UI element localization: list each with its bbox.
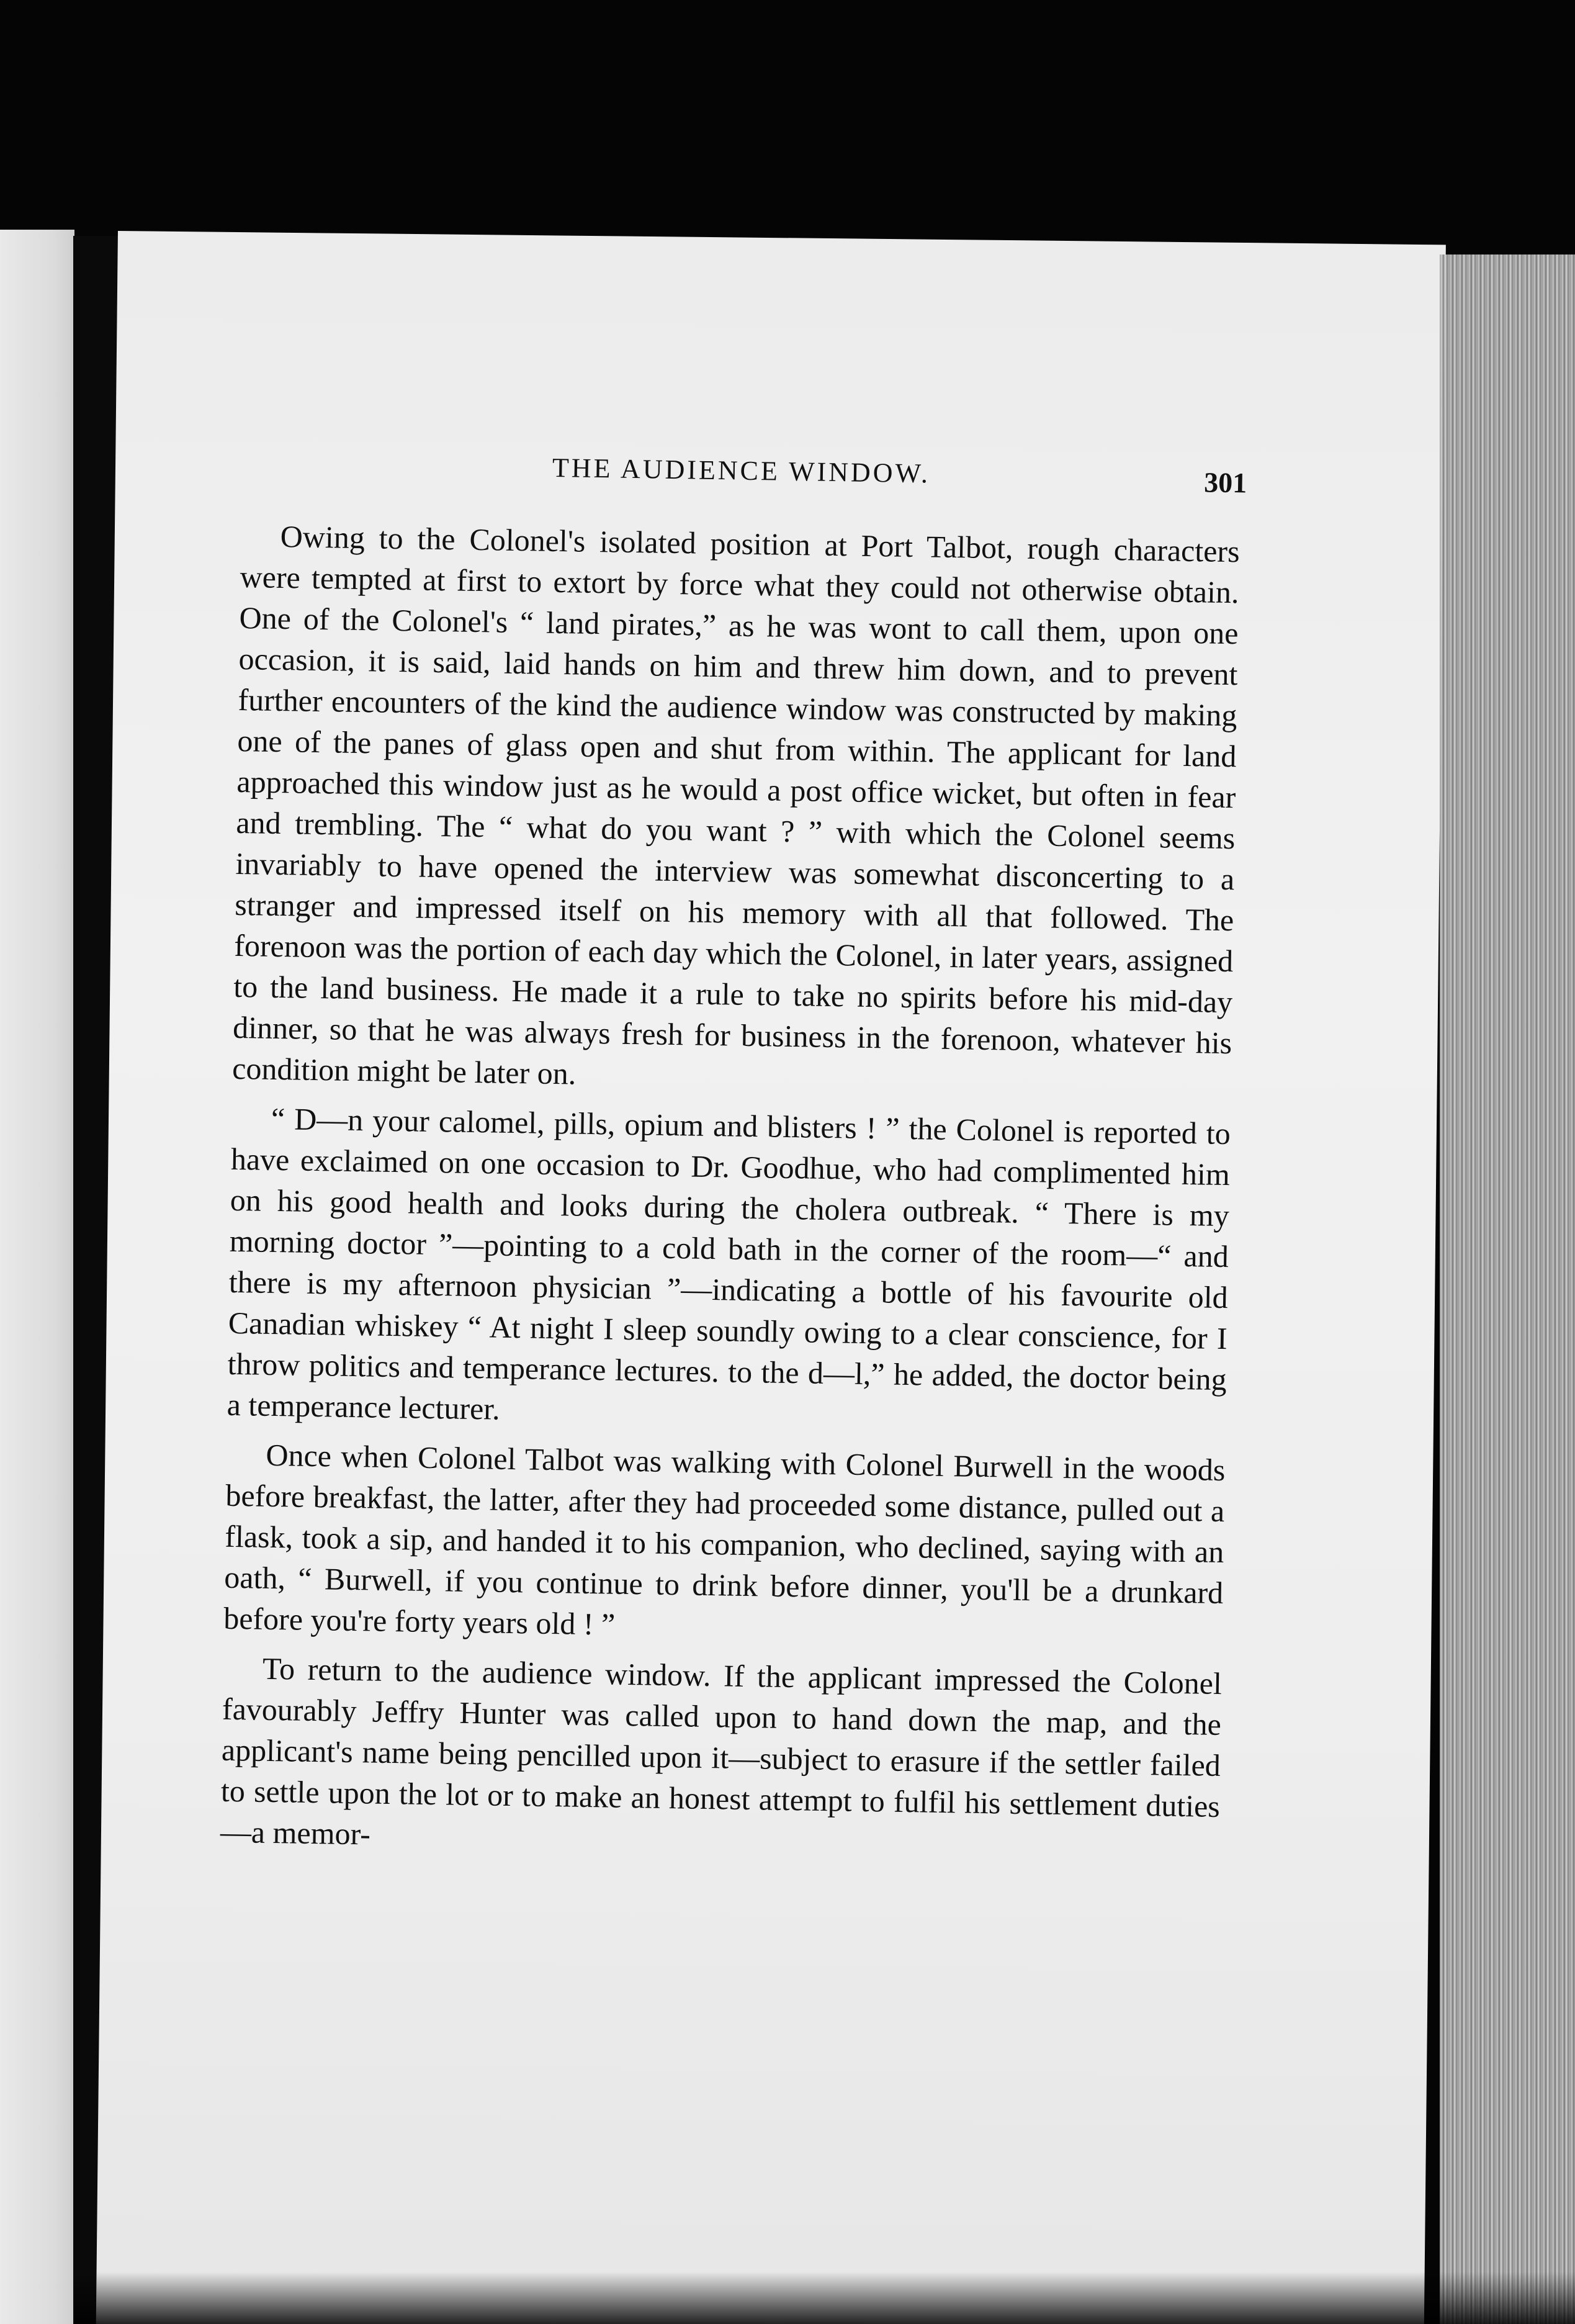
page-number: 301: [1203, 466, 1247, 499]
page-stack-edges: [1440, 254, 1575, 2324]
paragraph-morning-doctor: “ D—n your calomel, pills, opium and blisters ! ” the Colonel is reported to have exclaimed on one occasion to Dr. Goodhue, who had complimented him on his good health and looks during the cholera outbreak. “ There is my morning doctor ”—pointing to a cold bath in the corner of the room—“ and there is my afternoon physician ”—indicating a bottle of his favourite old Canadian whiskey “ At night I sleep soundly owing to a clear conscience, for I throw politics and temperance lectures. to the d—l,” he added, the doctor being a temperance lecturer.: [227, 1101, 1231, 1426]
paragraph-return-to-window: To return to the audience window. If the applicant impressed the Colonel favourably Jeffry Hunter was called upon to hand down the map, and the applicant's name being pencilled upon it—subject to erasure if the settler failed to settle upon the lot or to make an honest attempt to fulfil his settlement duties—a memor-: [220, 1651, 1223, 1852]
paragraph-audience-window: Owing to the Colonel's isolated position at Port Talbot, rough characters were tempted at first to extort by force what they could not otherwise obtain. One of the Colonel's “ land pirates,” as he was wont to call them, upon one occasion, it is said, laid hands on him and threw him down, and to prevent further encounters of the kind the audience window was constructed by making one of the panes of glass open and shut from within. The applicant for land approached this window just as he would a post office wicket, but often in fear and trembling. The “ what do you want ? ” with which the Colonel seems invariably to have opened the interview was somewhat disconcerting to a stranger and impressed itself on his memory with all that followed. The forenoon was the portion of each day which the Colonel, in later years, assigned to the land business. He made it a rule to take no spirits before his mid-day dinner, so that he was always fresh for business in the forenoon, whatever his condition might be later on.: [231, 518, 1240, 1091]
bottom-shadow: [74, 2272, 1575, 2324]
running-title: THE AUDIENCE WINDOW.: [552, 452, 931, 489]
paragraph-burwell-flask: Once when Colonel Talbot was walking with Colonel Burwell in the woods before breakfast, the latter, after they had proceeded some distance, pulled out a flask, took a sip, and handed it to his companion, who declined, saying with an oath, “ Burwell, if you continue to drink before dinner, you'll be a drunkard before you're forty years old ! ”: [223, 1437, 1226, 1642]
previous-page-edge: [0, 230, 74, 2324]
page-text-block: [220, 447, 1247, 1876]
